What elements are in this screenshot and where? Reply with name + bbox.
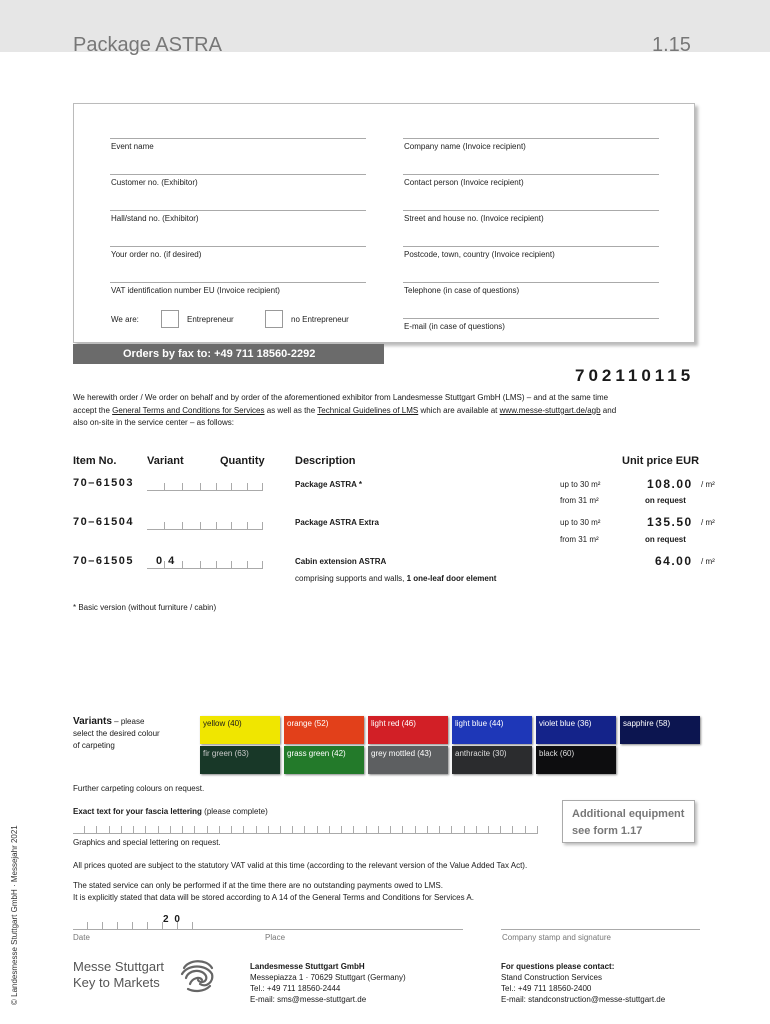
- variants-title: [73, 716, 160, 752]
- customer-no-field[interactable]: Customer no. (Exhibitor): [111, 178, 198, 187]
- vat-note: All prices quoted are subject to the statutory VAT valid at this time (according to the relevant version of the Value Added Tax Act).: [73, 861, 528, 870]
- price: 108.00: [647, 477, 693, 491]
- colour-swatch[interactable]: grass green (42): [284, 746, 364, 774]
- service-note-1: The stated service can only be performed if at the time there are no outstanding payments owed to LMS.: [73, 881, 443, 890]
- tier-2: from 31 m²: [560, 496, 599, 505]
- variants-subtitle: of carpeting: [73, 741, 115, 750]
- date-year: 2 0: [163, 914, 182, 925]
- entrepreneur-label: Entrepreneur: [187, 315, 234, 324]
- price: 135.50: [647, 515, 693, 529]
- colour-swatch[interactable]: sapphire (58): [620, 716, 700, 744]
- field-line: [110, 246, 366, 247]
- tier-1: up to 30 m²: [560, 518, 601, 527]
- quantity-input[interactable]: [201, 522, 263, 530]
- note-text: comprising supports and walls,: [295, 574, 407, 583]
- fascia-label: [73, 807, 268, 816]
- date-place-line: [73, 929, 463, 930]
- company-tel: Tel.: +49 711 18560-2444: [250, 984, 341, 993]
- stamp-line: [501, 929, 700, 930]
- basic-version-note: * Basic version (without furniture / cabin): [73, 603, 217, 612]
- intro-text-d: and: [600, 405, 617, 415]
- fascia-bold: Exact text for your fascia lettering: [73, 807, 202, 816]
- date-label: Date: [73, 933, 90, 942]
- variants-subtitle: select the desired colour: [73, 729, 160, 738]
- contact-person-field[interactable]: Contact person (Invoice recipient): [404, 178, 524, 187]
- company-name: Landesmesse Stuttgart GmbH: [250, 962, 365, 971]
- intro-line-1: We herewith order / We order on behalf and by order of the aforementioned exhibitor from Landesmesse Stuttgart GmbH (LMS) – and at the same time: [73, 393, 609, 402]
- additional-equipment-box: [562, 800, 695, 843]
- col-quantity: Quantity: [220, 455, 265, 467]
- price-unit: / m²: [701, 480, 715, 489]
- fascia-text-input[interactable]: [73, 826, 538, 834]
- no-entrepreneur-checkbox[interactable]: [265, 310, 283, 328]
- field-line: [403, 174, 659, 175]
- no-entrepreneur-label: no Entrepreneur: [291, 315, 349, 324]
- price-on-request: on request: [645, 535, 686, 544]
- fax-banner: Orders by fax to: +49 711 18560-2292: [73, 344, 384, 364]
- tier-1: up to 30 m²: [560, 480, 601, 489]
- price-unit: / m²: [701, 518, 715, 527]
- gtc-link[interactable]: General Terms and Conditions for Services: [112, 405, 265, 415]
- description: Package ASTRA Extra: [295, 518, 379, 527]
- variants-subtitle: – please: [111, 717, 145, 726]
- hall-stand-field[interactable]: Hall/stand no. (Exhibitor): [111, 214, 199, 223]
- company-email[interactable]: E-mail: sms@messe-stuttgart.de: [250, 995, 367, 1004]
- additional-line-2: see form 1.17: [572, 825, 643, 837]
- order-number: 702110115: [575, 366, 695, 385]
- field-line: [110, 282, 366, 283]
- email-field[interactable]: E-mail (in case of questions): [404, 322, 505, 331]
- lms-address-block: [250, 961, 406, 1005]
- item-no: 70–61503: [73, 477, 134, 489]
- further-colours-note: Further carpeting colours on request.: [73, 784, 205, 793]
- price-on-request: on request: [645, 496, 686, 505]
- street-field[interactable]: Street and house no. (Invoice recipient): [404, 214, 544, 223]
- messe-stuttgart-logo: [73, 959, 164, 991]
- service-note-2: It is explicitly stated that data will be stored according to A 14 of the General Terms and Conditions for Services A.: [73, 893, 474, 902]
- colour-swatch[interactable]: orange (52): [284, 716, 364, 744]
- intro-text-b: as well as the: [264, 405, 318, 415]
- colour-swatch[interactable]: light red (46): [368, 716, 448, 744]
- intro-text-a: accept the: [73, 405, 113, 415]
- company-address: Messepiazza 1 · 70629 Stuttgart (Germany): [250, 973, 406, 982]
- colour-swatch[interactable]: yellow (40): [200, 716, 280, 744]
- intro-text: [73, 392, 698, 430]
- field-line: [110, 174, 366, 175]
- col-description: Description: [295, 455, 356, 467]
- field-line: [403, 246, 659, 247]
- variant-input[interactable]: [147, 483, 201, 491]
- colour-swatch[interactable]: black (60): [536, 746, 616, 774]
- stamp-label: Company stamp and signature: [502, 933, 611, 942]
- colour-swatch[interactable]: grey mottled (43): [368, 746, 448, 774]
- graphics-note: Graphics and special lettering on request.: [73, 838, 221, 847]
- messe-stuttgart-logo-icon: [178, 956, 218, 996]
- intro-line-2: [73, 405, 698, 418]
- variant-input[interactable]: [147, 522, 201, 530]
- description: Cabin extension ASTRA: [295, 557, 387, 566]
- price: 64.00: [655, 554, 693, 568]
- order-no-field[interactable]: Your order no. (if desired): [111, 250, 202, 259]
- col-variant: Variant: [147, 455, 184, 467]
- intro-text-c: which are available at: [418, 405, 500, 415]
- col-unit-price: Unit price EUR: [622, 455, 700, 467]
- item-no: 70–61504: [73, 516, 134, 528]
- field-line: [403, 318, 659, 319]
- tier-2: from 31 m²: [560, 535, 599, 544]
- event-name-field[interactable]: Event name: [111, 142, 154, 151]
- col-item-no: Item No.: [73, 455, 117, 467]
- postcode-field[interactable]: Postcode, town, country (Invoice recipient): [404, 250, 555, 259]
- contact-email[interactable]: E-mail: standconstruction@messe-stuttgart.de: [501, 995, 666, 1004]
- entrepreneur-checkbox[interactable]: [161, 310, 179, 328]
- variants-heading: Variants: [73, 716, 112, 727]
- contact-dept: Stand Construction Services: [501, 973, 602, 982]
- copyright-vertical: © Landesmesse Stuttgart GmbH · Messejahr 2021: [10, 825, 19, 1005]
- contact-title: For questions please contact:: [501, 962, 615, 971]
- field-line: [110, 210, 366, 211]
- intro-line-3: also on-site in the service center – as follows:: [73, 418, 234, 427]
- variant-value: 0 4: [156, 555, 176, 567]
- price-unit: / m²: [701, 557, 715, 566]
- note-bold: 1 one-leaf door element: [406, 574, 497, 583]
- description-note: [295, 574, 496, 583]
- agb-url-link[interactable]: www.messe-stuttgart.de/agb: [499, 405, 601, 415]
- we-are-label: We are:: [111, 315, 139, 324]
- contact-block: [501, 961, 665, 1005]
- company-name-field[interactable]: Company name (Invoice recipient): [404, 142, 526, 151]
- field-line: [403, 210, 659, 211]
- logo-line-1: Messe Stuttgart: [73, 959, 165, 974]
- place-label: Place: [265, 933, 286, 942]
- vat-id-field[interactable]: VAT identification number EU (Invoice recipient): [111, 286, 280, 295]
- field-line: [403, 282, 659, 283]
- quantity-input[interactable]: [201, 483, 263, 491]
- tech-guidelines-link[interactable]: Technical Guidelines of LMS: [317, 405, 419, 415]
- fascia-normal: (please complete): [201, 807, 268, 816]
- field-line: [110, 138, 366, 139]
- contact-tel: Tel.: +49 711 18560-2400: [501, 984, 592, 993]
- logo-line-2: Key to Markets: [73, 975, 160, 990]
- colour-swatch[interactable]: anthracite (30): [452, 746, 532, 774]
- colour-swatch[interactable]: violet blue (36): [536, 716, 616, 744]
- quantity-input[interactable]: [201, 561, 263, 569]
- item-no: 70–61505: [73, 555, 134, 567]
- colour-swatch[interactable]: light blue (44): [452, 716, 532, 744]
- field-line: [403, 138, 659, 139]
- page-title: Package ASTRA: [73, 34, 222, 56]
- telephone-field[interactable]: Telephone (in case of questions): [404, 286, 520, 295]
- additional-line-1: Additional equipment: [572, 808, 685, 820]
- form-number: 1.15: [652, 34, 691, 56]
- customer-form: [73, 103, 695, 343]
- colour-swatch[interactable]: fir green (63): [200, 746, 280, 774]
- description: Package ASTRA *: [295, 480, 362, 489]
